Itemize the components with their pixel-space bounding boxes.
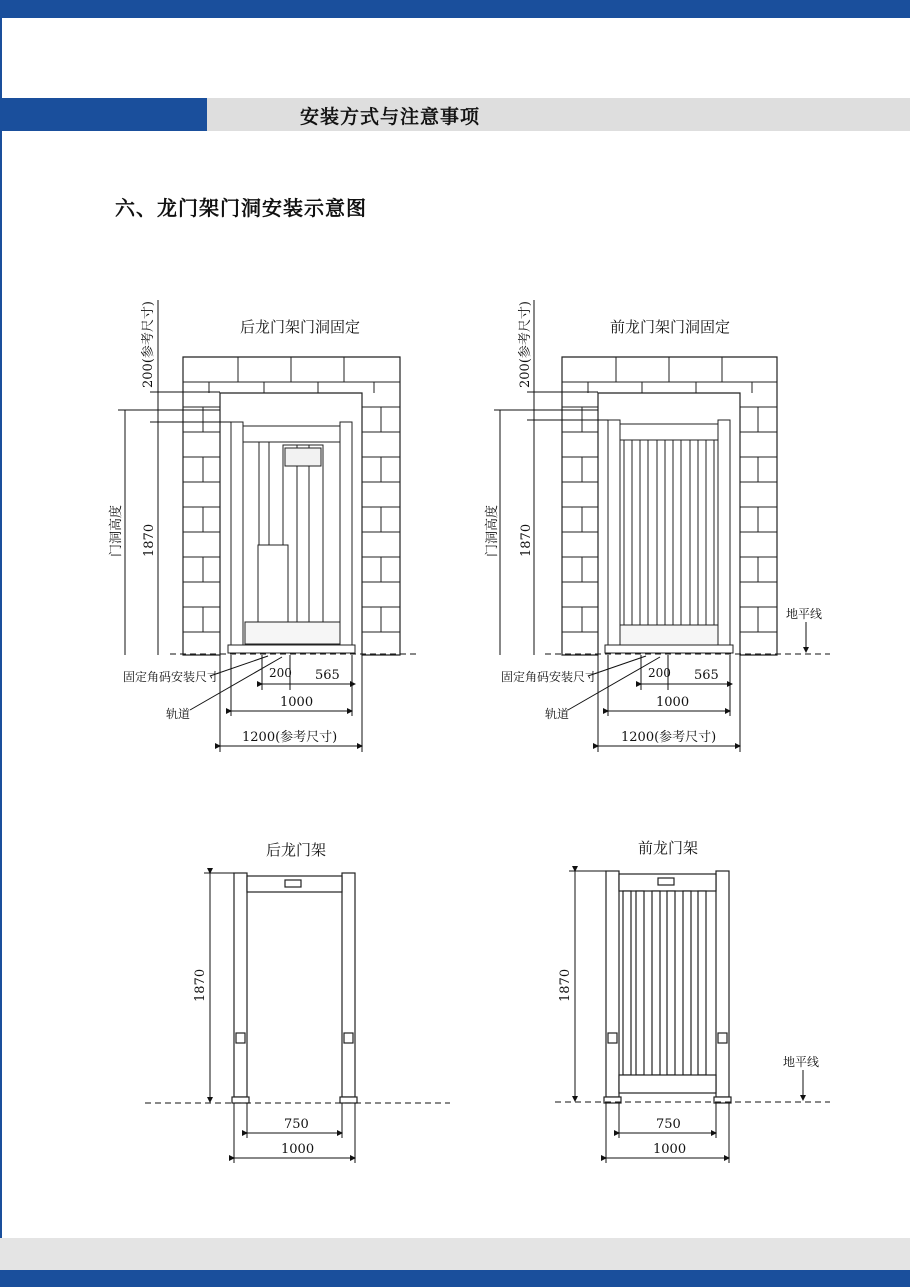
rear-install-diagram bbox=[108, 300, 420, 752]
front-install-track-label: 轨道 bbox=[545, 707, 570, 721]
section-title: 六、龙门架门洞安装示意图 bbox=[115, 196, 367, 220]
front-install-title: 前龙门架门洞固定 bbox=[610, 318, 731, 336]
rear-install-height-value: 1870 bbox=[142, 523, 157, 557]
rear-install-dim-200: 200 bbox=[269, 666, 292, 680]
front-install-height-value: 1870 bbox=[519, 523, 534, 557]
rear-gantry-diagram bbox=[145, 841, 450, 1163]
front-gantry-diagram bbox=[555, 839, 830, 1163]
front-install-door-height-label: 门洞高度 bbox=[485, 504, 500, 557]
front-install-bracket-label: 固定角码安装尺寸 bbox=[501, 670, 598, 684]
rear-gantry-dim-750: 750 bbox=[284, 1117, 309, 1132]
front-gantry-title: 前龙门架 bbox=[638, 839, 699, 857]
page-title: 安装方式与注意事项 bbox=[300, 106, 481, 128]
front-install-top-margin: 200(参考尺寸) bbox=[518, 301, 533, 388]
rear-install-dim-1200: 1200(参考尺寸) bbox=[242, 730, 338, 745]
front-install-wall bbox=[562, 357, 777, 655]
front-install-dim-1200: 1200(参考尺寸) bbox=[621, 730, 717, 745]
rear-install-top-margin: 200(参考尺寸) bbox=[141, 301, 156, 388]
rear-install-title: 后龙门架门洞固定 bbox=[240, 318, 361, 336]
rear-gantry-title: 后龙门架 bbox=[266, 841, 327, 859]
front-gantry-dim-750: 750 bbox=[656, 1117, 681, 1132]
rear-gantry-dim-1000: 1000 bbox=[281, 1142, 315, 1157]
rear-install-dim-565: 565 bbox=[315, 668, 340, 683]
front-install-diagram bbox=[484, 300, 830, 752]
front-gantry-ground-label: 地平线 bbox=[783, 1055, 820, 1069]
front-install-dim-200: 200 bbox=[648, 666, 671, 680]
front-gantry-height-value: 1870 bbox=[558, 968, 573, 1002]
front-install-dim-1000: 1000 bbox=[656, 695, 690, 710]
front-install-gantry bbox=[605, 420, 733, 653]
rear-gantry-height-value: 1870 bbox=[193, 968, 208, 1002]
front-gantry-dim-1000: 1000 bbox=[653, 1142, 687, 1157]
rear-install-dim-1000: 1000 bbox=[280, 695, 314, 710]
rear-install-track-label: 轨道 bbox=[166, 707, 191, 721]
front-install-ground-label: 地平线 bbox=[786, 607, 823, 621]
rear-install-door-height-label: 门洞高度 bbox=[109, 504, 124, 557]
rear-install-gantry bbox=[228, 422, 355, 653]
front-install-dim-565: 565 bbox=[694, 668, 719, 683]
rear-install-bracket-label: 固定角码安装尺寸 bbox=[123, 670, 220, 684]
